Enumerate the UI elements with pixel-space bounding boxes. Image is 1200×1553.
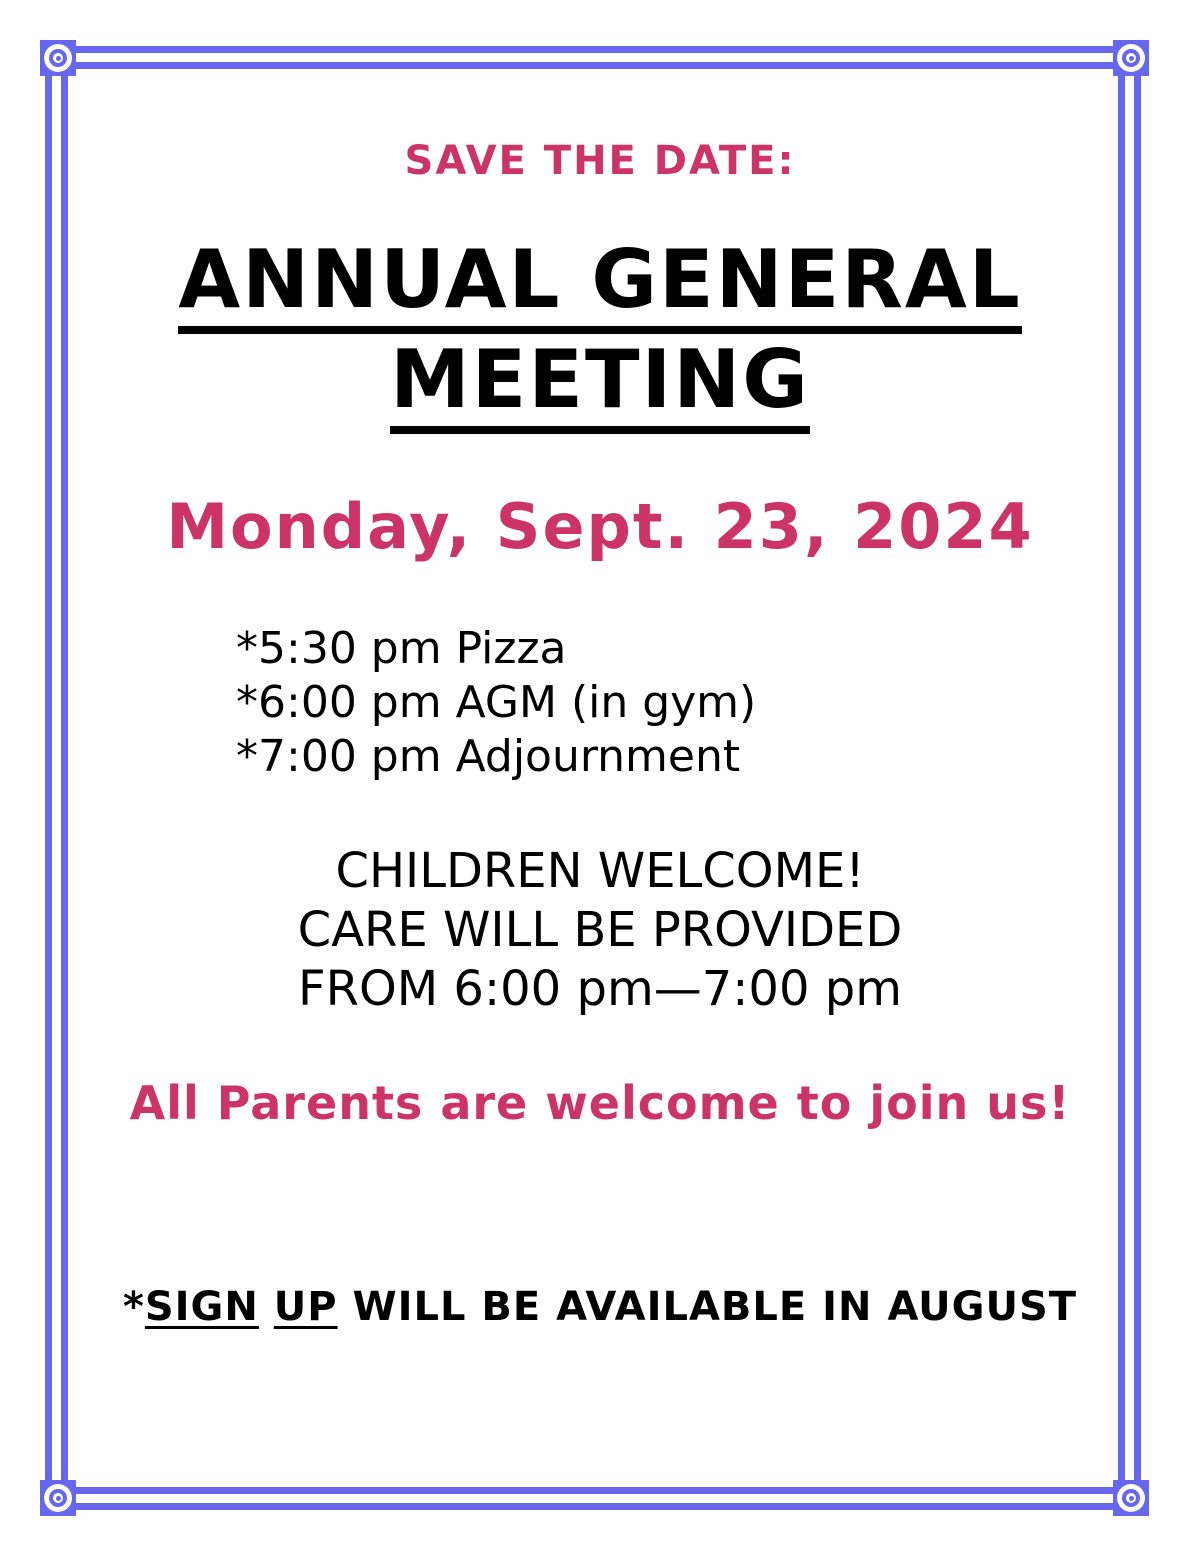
signup-rest: WILL BE AVAILABLE IN AUGUST <box>337 1284 1078 1330</box>
signup-word-up: UP <box>273 1284 338 1330</box>
title-line-1 <box>0 233 1200 334</box>
frame-line-bottom-inner <box>58 1503 1142 1510</box>
corner-ornament-icon <box>1113 40 1149 76</box>
corner-ornament-icon <box>1113 1480 1149 1516</box>
childcare-line: CHILDREN WELCOME! <box>335 843 865 899</box>
childcare-line: CARE WILL BE PROVIDED <box>297 902 903 958</box>
title-line-2 <box>0 333 1200 434</box>
frame-line-top-inner <box>58 62 1142 69</box>
parents-invitation: All Parents are welcome to join us! <box>129 1076 1071 1130</box>
schedule-item: *5:30 pm Pizza <box>236 623 567 674</box>
signup-asterisk: * <box>122 1284 145 1330</box>
title-text-2: MEETING <box>390 338 810 434</box>
frame-line-bottom-outer <box>58 1487 1142 1494</box>
signup-notice <box>0 1284 1200 1330</box>
title-text-1: ANNUAL GENERAL <box>178 238 1021 334</box>
event-date: Monday, Sept. 23, 2024 <box>166 490 1034 563</box>
childcare-line: FROM 6:00 pm—7:00 pm <box>298 961 902 1017</box>
corner-ornament-icon <box>40 40 76 76</box>
save-the-date-kicker: SAVE THE DATE: <box>404 138 796 184</box>
signup-word-sign: SIGN <box>144 1284 259 1330</box>
frame-line-top-outer <box>58 46 1142 53</box>
schedule-item: *6:00 pm AGM (in gym) <box>236 677 757 728</box>
corner-ornament-icon <box>40 1480 76 1516</box>
schedule-item: *7:00 pm Adjournment <box>236 731 741 782</box>
